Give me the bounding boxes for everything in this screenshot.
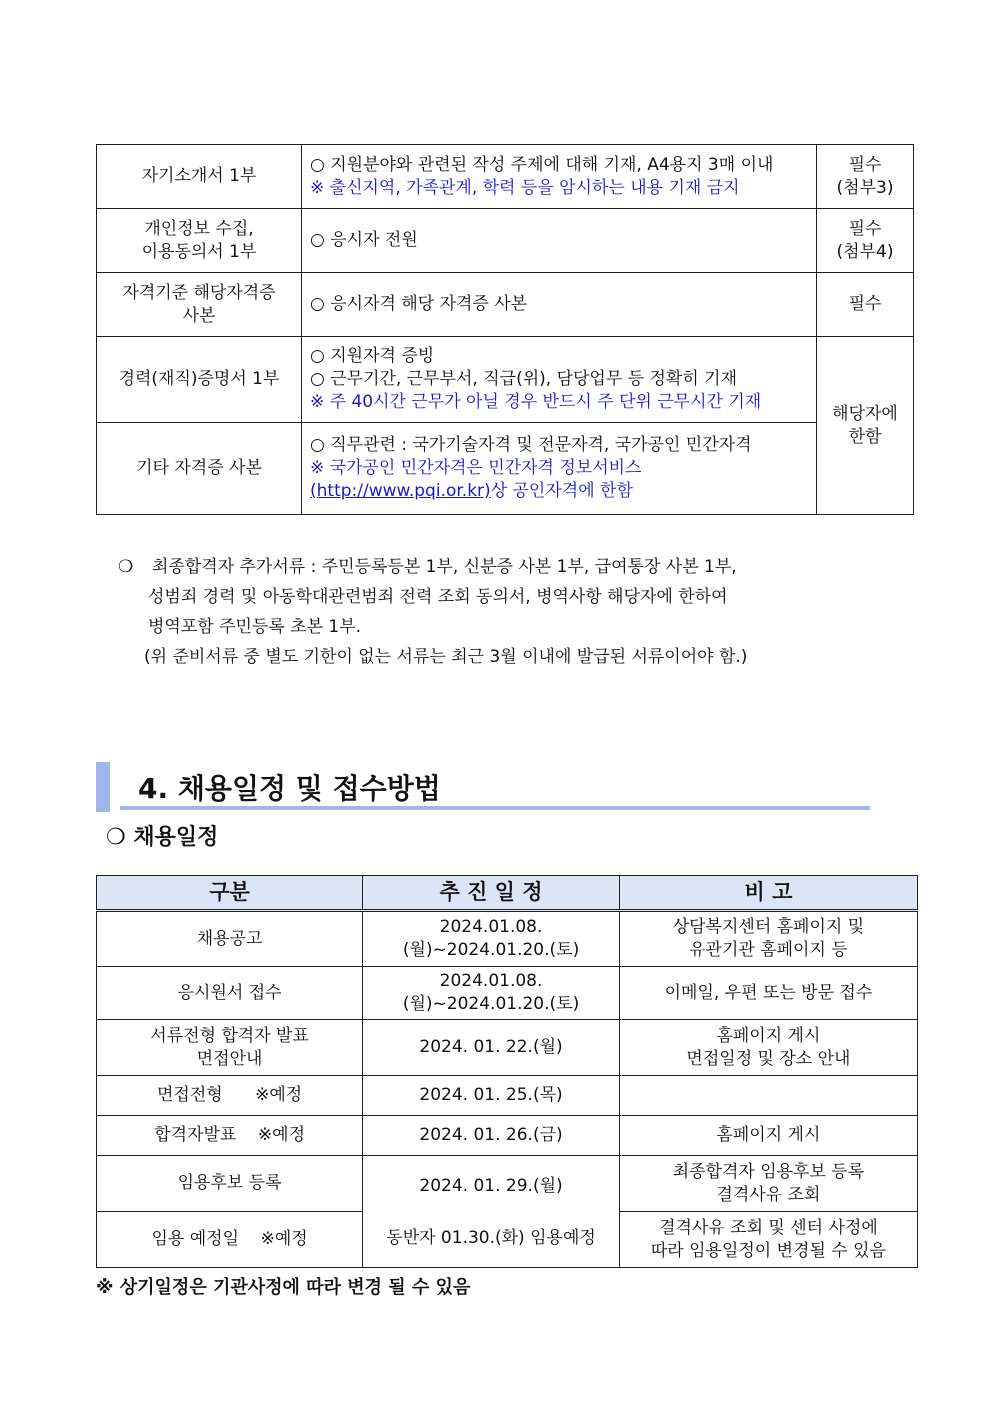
schedule-row	[97, 1076, 918, 1116]
description-line	[310, 480, 808, 503]
schedule-header-row	[97, 876, 918, 911]
document-row	[97, 423, 914, 515]
document-row	[97, 337, 914, 423]
document-name: 기타 자격증 사본	[97, 423, 302, 515]
link-suffix: 상 공인자격에 한함	[490, 481, 633, 501]
header-cell-note: 비 고	[619, 876, 917, 911]
schedule-note	[619, 1076, 917, 1116]
schedule-stage: 합격자발표 ※예정	[97, 1116, 363, 1156]
documents-table-body	[97, 145, 914, 515]
document-name: 경력(재직)증명서 1부	[97, 337, 302, 423]
description-line: ○ 지원자격 증빙	[310, 346, 435, 366]
schedule-stage: 임용 예정일 ※예정	[97, 1212, 363, 1268]
schedule-note: 최종합격자 임용후보 등록 결격사유 조회	[619, 1156, 917, 1212]
schedule-date: 2024. 01. 22.(월)	[363, 1020, 620, 1076]
section-accent-bar	[96, 762, 110, 812]
document-requirement: 해당자에 한함	[817, 337, 914, 515]
description-line: ○ 응시자격 해당 자격증 사본	[310, 294, 528, 314]
extra-docs-note: (위 준비서류 중 별도 기한이 없는 서류는 최근 3월 이내에 발급된 서류이어야 함.)	[144, 647, 748, 667]
schedule-date-line: 2024. 01. 29.(월)	[419, 1175, 563, 1196]
section-title: 4. 채용일정 및 접수방법	[120, 762, 870, 810]
document-name: 자격기준 해당자격증 사본	[97, 273, 302, 337]
schedule-table-body	[97, 911, 918, 1268]
document-description	[302, 273, 817, 337]
schedule-stage: 임용후보 등록	[97, 1156, 363, 1212]
document-requirement: 필수	[817, 273, 914, 337]
document-row	[97, 145, 914, 209]
schedule-note: 이메일, 우편 또는 방문 접수	[619, 967, 917, 1020]
pqi-link[interactable]: (http://www.pqi.or.kr)	[310, 481, 491, 501]
schedule-row	[97, 911, 918, 967]
description-line: ○ 근무기간, 근무부서, 직급(위), 담당업무 등 정확히 기재	[310, 369, 737, 389]
schedule-stage: 응시원서 접수	[97, 967, 363, 1020]
document-name: 자기소개서 1부	[97, 145, 302, 209]
description-line: ※ 출신지역, 가족관계, 학력 등을 암시하는 내용 기재 금지	[310, 177, 740, 198]
document-requirement: 필수 (첨부3)	[817, 145, 914, 209]
header-cell-date: 추 진 일 정	[363, 876, 620, 911]
schedule-row	[97, 1020, 918, 1076]
description-line: ※ 국가공인 민간자격은 민간자격 정보서비스	[310, 458, 642, 478]
schedule-date: 2024. 01. 25.(목)	[363, 1076, 620, 1116]
documents-table	[96, 144, 914, 515]
schedule-row	[97, 967, 918, 1020]
schedule-date	[363, 1156, 620, 1268]
subsection-title: ❍ 채용일정	[106, 825, 219, 850]
schedule-date: 2024.01.08.(월)~2024.01.20.(토)	[363, 967, 620, 1020]
extra-docs-line: 최종합격자 추가서류 : 주민등록등본 1부, 신분증 사본 1부, 급여통장 사본 1부,	[152, 557, 737, 577]
schedule-table	[96, 875, 918, 1268]
schedule-footnote: ※ 상기일정은 기관사정에 따라 변경 될 수 있음	[96, 1277, 471, 1298]
description-line: ※ 주 40시간 근무가 아닐 경우 반드시 주 단위 근무시간 기재	[310, 392, 762, 412]
description-line: ○ 응시자 전원	[310, 230, 418, 250]
document-description	[302, 423, 817, 515]
schedule-date: 2024.01.08.(월)~2024.01.20.(토)	[363, 911, 620, 967]
schedule-stage: 면접전형 ※예정	[97, 1076, 363, 1116]
description-line: ○ 직무관련 : 국가기술자격 및 전문자격, 국가공인 민간자격	[310, 435, 752, 455]
schedule-stage: 서류전형 합격자 발표 면접안내	[97, 1020, 363, 1076]
extra-docs-line: 성범죄 경력 및 아동학대관련범죄 전력 조회 동의서, 병역사항 해당자에 한하여	[148, 587, 728, 607]
extra-docs-line: 병역포함 주민등록 초본 1부.	[148, 617, 362, 637]
extra-documents-paragraph	[118, 552, 898, 672]
schedule-stage: 채용공고	[97, 911, 363, 967]
bullet-icon: ❍	[118, 557, 134, 577]
schedule-note: 홈페이지 게시 면접일정 및 장소 안내	[619, 1020, 917, 1076]
schedule-row	[97, 1156, 918, 1212]
document-name: 개인정보 수집, 이용동의서 1부	[97, 209, 302, 273]
document-description	[302, 209, 817, 273]
schedule-note: 홈페이지 게시	[619, 1116, 917, 1156]
document-description	[302, 337, 817, 423]
schedule-row	[97, 1116, 918, 1156]
description-line: ○ 지원분야와 관련된 작성 주제에 대해 기재, A4용지 3매 이내	[310, 154, 774, 175]
document-row	[97, 209, 914, 273]
schedule-date-line: 동반자 01.30.(화) 임용예정	[386, 1227, 596, 1248]
schedule-date: 2024. 01. 26.(금)	[363, 1116, 620, 1156]
document-row	[97, 273, 914, 337]
schedule-note: 상담복지센터 홈페이지 및 유관기관 홈페이지 등	[619, 911, 917, 967]
document-description	[302, 145, 817, 209]
header-cell-stage: 구분	[97, 876, 363, 911]
schedule-note: 결격사유 조회 및 센터 사정에 따라 임용일정이 변경될 수 있음	[619, 1212, 917, 1268]
document-requirement: 필수 (첨부4)	[817, 209, 914, 273]
